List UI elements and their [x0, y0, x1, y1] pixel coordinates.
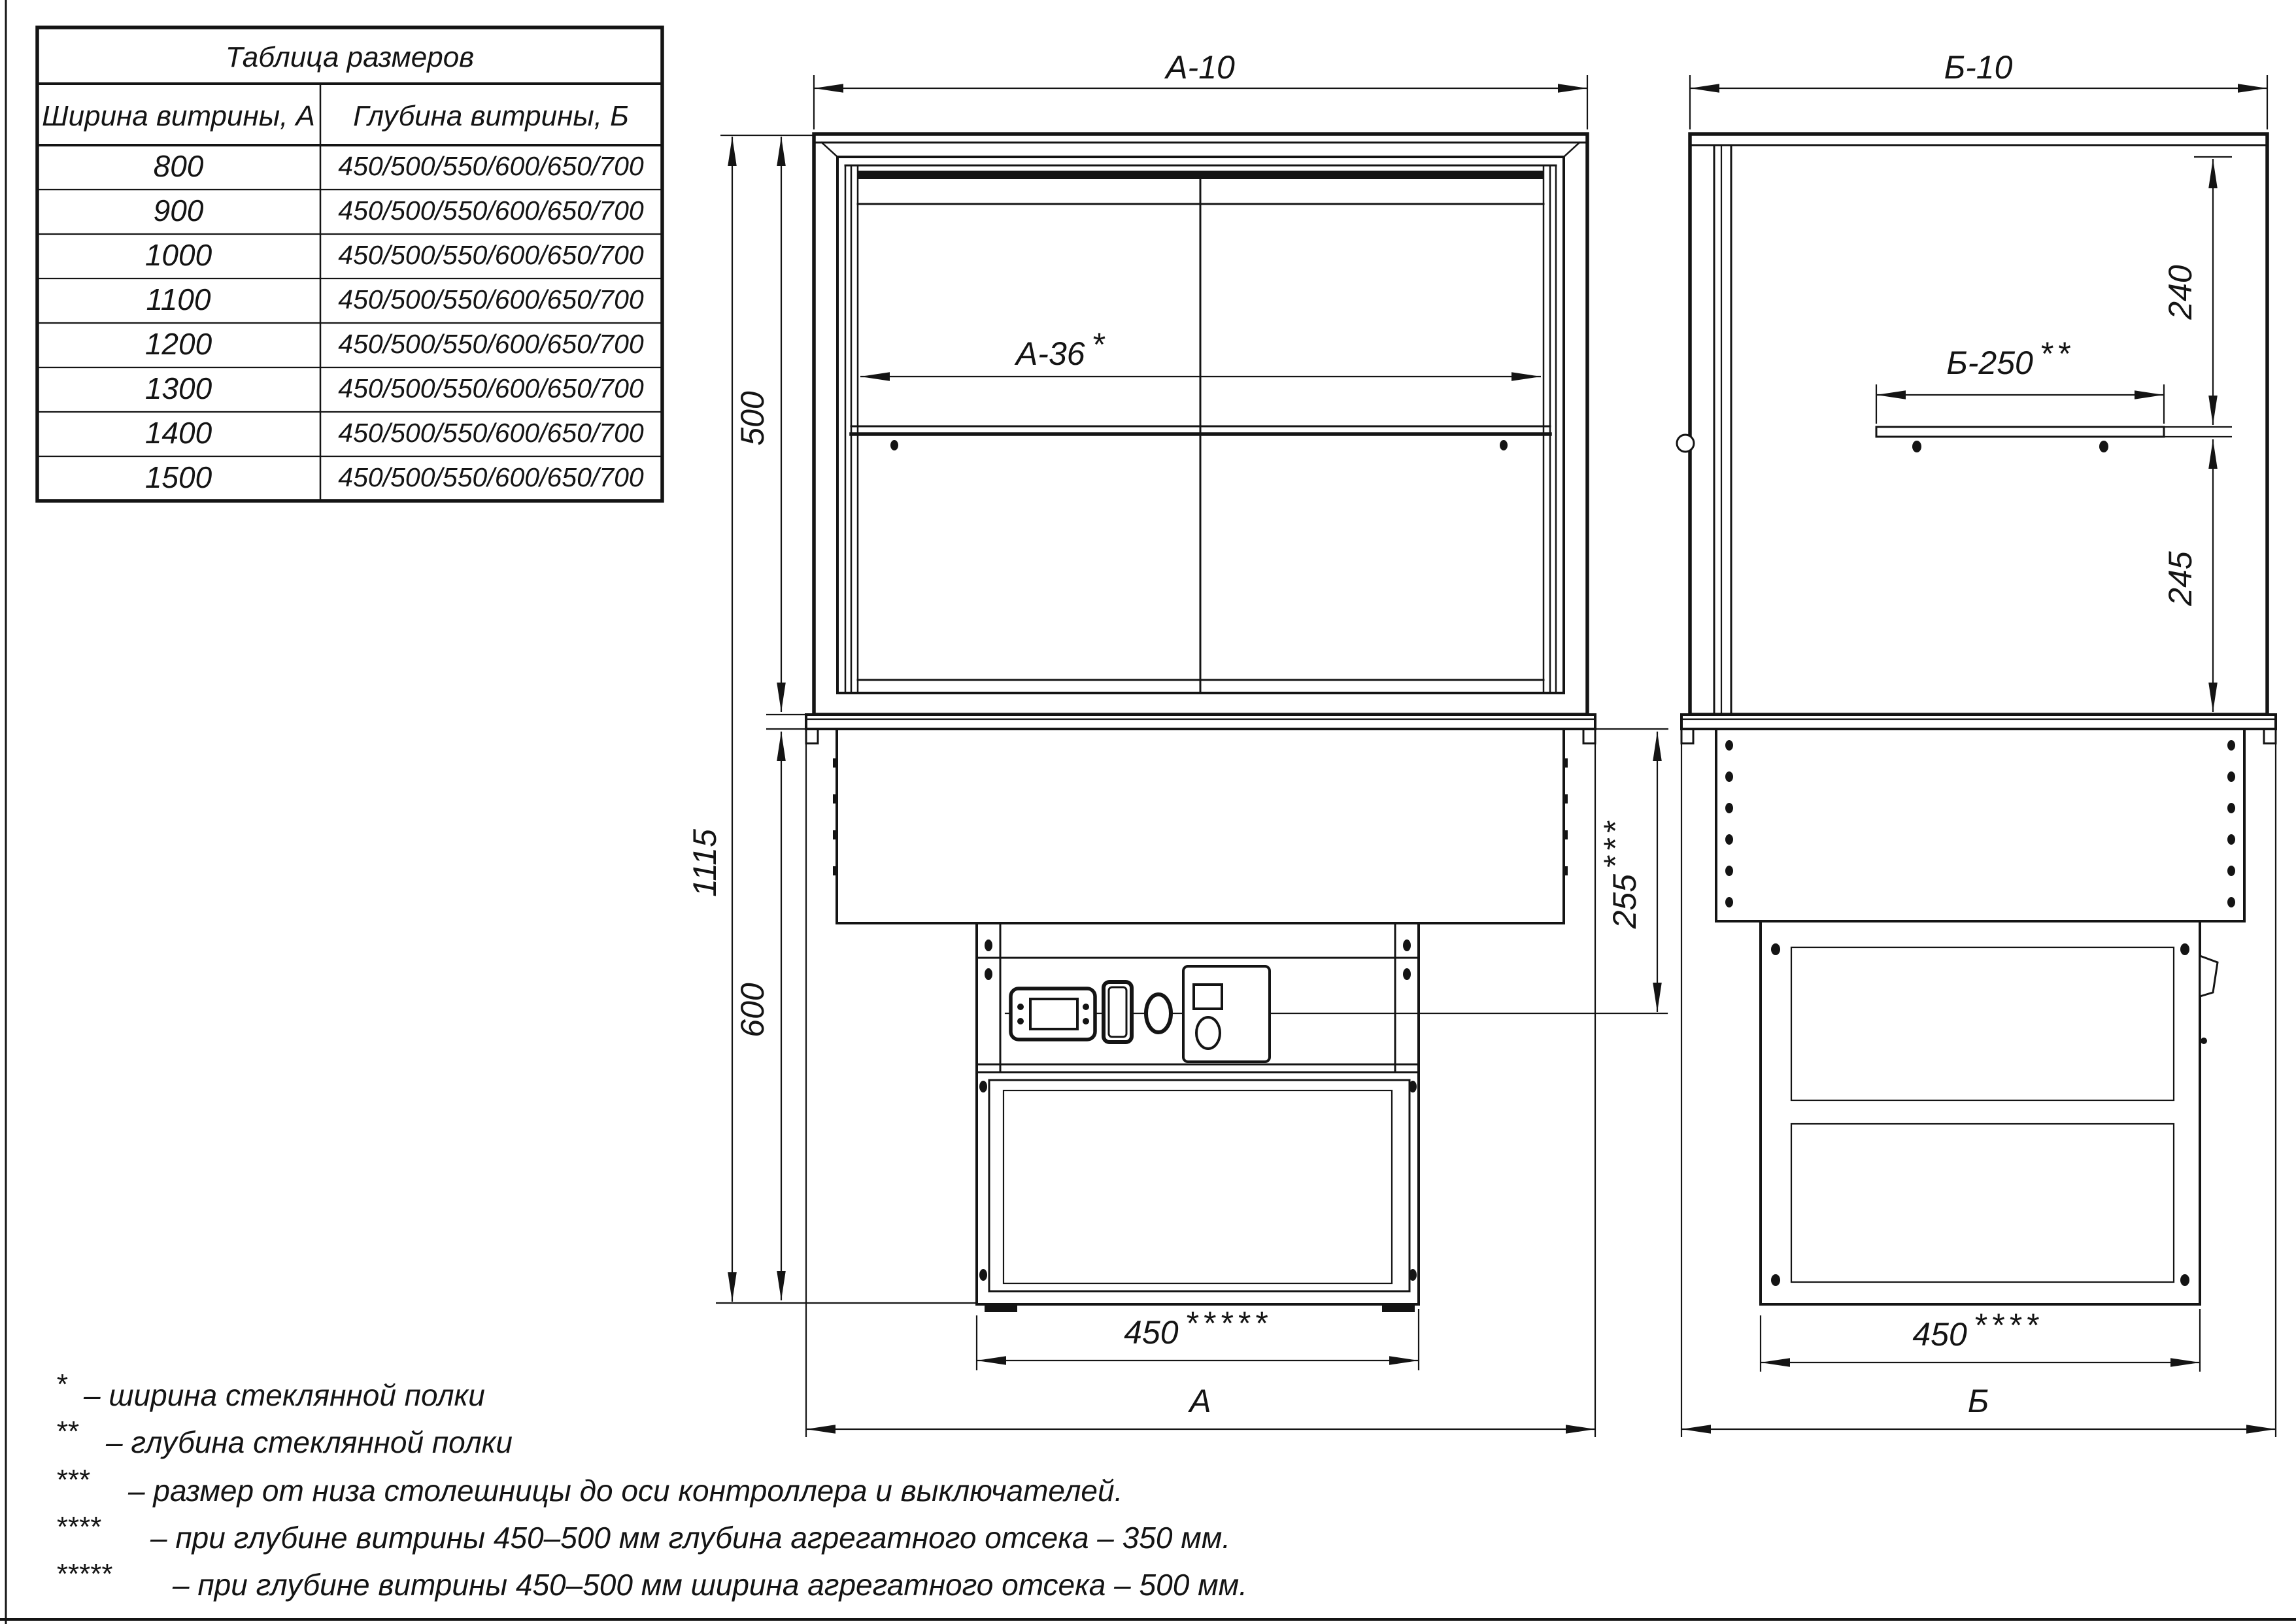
- mount-bolt: [1409, 1081, 1417, 1092]
- side-glass-shelf: [1876, 427, 2164, 452]
- side-vent-grille-lower: [1791, 1124, 2174, 1282]
- mount-bolt: [979, 1269, 987, 1281]
- cell-width: 1100: [146, 282, 211, 316]
- footnote-stars: **: [56, 1415, 78, 1447]
- latch-pin: [2201, 1038, 2207, 1044]
- table-row: [145, 327, 644, 361]
- cell-width: 1300: [144, 371, 212, 405]
- dim-shelf-depth: Б-250 **: [1946, 335, 2074, 381]
- footnote: [56, 1464, 1123, 1508]
- cell-width: 1200: [144, 327, 212, 361]
- shelf-bracket-stud: [890, 440, 898, 450]
- cell-depths: 450/500/550/600/650/700: [338, 195, 644, 226]
- dim-below-shelf-245: 245: [2162, 551, 2199, 606]
- footnote-stars: *****: [56, 1558, 112, 1590]
- cell-depths: 450/500/550/600/650/700: [338, 284, 644, 314]
- footnote-text: – ширина стеклянной полки: [84, 1378, 485, 1412]
- table-col-depth: Глубина витрины, Б: [353, 100, 629, 132]
- indicator-lamp: [1146, 994, 1171, 1032]
- unit-foot: [1382, 1304, 1415, 1312]
- cell-width: 1500: [144, 460, 212, 494]
- dim-above-shelf-240: 240: [2162, 265, 2199, 320]
- mount-bolt: [1409, 1269, 1417, 1281]
- front-base-cabinet: [833, 729, 1568, 923]
- cell-depths: 450/500/550/600/650/700: [338, 240, 644, 270]
- table-title: Таблица размеров: [225, 41, 475, 73]
- footnote-text: – при глубине витрины 450–500 мм глубина агрегатного отсека – 350 мм.: [150, 1521, 1231, 1555]
- mount-bolt: [985, 968, 992, 980]
- side-latch: [2200, 956, 2218, 996]
- footnote-stars: ****: [56, 1511, 101, 1543]
- cell-depths: 450/500/550/600/650/700: [338, 418, 644, 448]
- dim-base-height-600: 600: [734, 983, 771, 1038]
- shelf-bracket-stud: [1912, 441, 1921, 452]
- front-dimensions: [686, 49, 1668, 1437]
- cell-width: 900: [153, 194, 204, 228]
- temperature-controller: [1011, 989, 1095, 1040]
- footnote-stars: *: [56, 1368, 67, 1400]
- dim-shelf-width: А-36 *: [1015, 326, 1109, 372]
- mount-bolt: [2180, 943, 2189, 955]
- footnote: [56, 1415, 513, 1459]
- footnote: [56, 1368, 485, 1412]
- footnote: [56, 1511, 1230, 1555]
- mount-bolt: [1771, 1274, 1780, 1286]
- shelf-bracket-stud: [2099, 441, 2108, 452]
- dim-b-minus-10: Б-10: [1944, 49, 2013, 86]
- mount-bolt: [979, 1081, 987, 1092]
- table-row: [146, 282, 644, 316]
- table-row: [145, 371, 644, 405]
- mount-bolt: [985, 939, 992, 951]
- side-case-outline: [1690, 134, 2267, 715]
- cell-width: 800: [153, 149, 204, 183]
- cell-depths: 450/500/550/600/650/700: [338, 151, 644, 181]
- table-row: [145, 416, 644, 450]
- footnote-text: – размер от низа столешницы до оси контроллера и выключателей.: [128, 1474, 1123, 1508]
- side-unit-compartment: [1761, 921, 2218, 1304]
- table-row: [145, 238, 644, 272]
- side-vent-grille-upper: [1791, 947, 2174, 1100]
- table-row: [145, 460, 644, 494]
- mount-bolt: [2180, 1274, 2189, 1286]
- front-top-lightbar: [858, 171, 1544, 179]
- dim-overall-width-a: А: [1189, 1383, 1211, 1419]
- socket-block: [1183, 966, 1270, 1062]
- size-table: [37, 27, 662, 501]
- dim-unit-width-450: 450 *****: [1124, 1305, 1272, 1351]
- unit-foot: [985, 1304, 1017, 1312]
- cell-depths: 450/500/550/600/650/700: [338, 373, 644, 403]
- footnote: [56, 1558, 1247, 1602]
- mount-bolt: [1403, 939, 1411, 951]
- table-row: [154, 194, 644, 228]
- dim-unit-depth-450: 450 ****: [1912, 1307, 2043, 1353]
- shelf-bracket-stud: [1500, 440, 1508, 450]
- mount-bolt: [1771, 943, 1780, 955]
- dim-glass-height-500: 500: [734, 391, 771, 446]
- front-unit-compartment: [977, 923, 1667, 1312]
- table-row: [154, 149, 644, 183]
- cell-width: 1400: [144, 416, 212, 450]
- footnotes: [56, 1368, 1247, 1602]
- side-handle-knob: [1677, 435, 1694, 452]
- dim-overall-depth-b: Б: [1967, 1383, 1989, 1419]
- front-view: [806, 134, 1667, 1312]
- table-col-width: Ширина витрины, А: [42, 100, 315, 132]
- dim-a-minus-10: А-10: [1166, 49, 1235, 86]
- cell-width: 1000: [144, 238, 212, 272]
- power-switch: [1104, 982, 1132, 1042]
- footnote-text: – при глубине витрины 450–500 мм ширина агрегатного отсека – 500 мм.: [173, 1568, 1247, 1602]
- side-base-cabinet: [1716, 729, 2244, 921]
- footnote-stars: ***: [56, 1464, 90, 1496]
- front-vent-grille: [979, 1080, 1417, 1291]
- footnote-text: – глубина стеклянной полки: [106, 1425, 513, 1459]
- cell-depths: 450/500/550/600/650/700: [338, 462, 644, 492]
- dim-controller-axis-255: 255***: [1597, 817, 1643, 929]
- mount-bolt: [1403, 968, 1411, 980]
- dim-total-height-1115: 1115: [686, 829, 723, 897]
- side-dimensions: [1681, 49, 2276, 1437]
- cell-depths: 450/500/550/600/650/700: [338, 329, 644, 359]
